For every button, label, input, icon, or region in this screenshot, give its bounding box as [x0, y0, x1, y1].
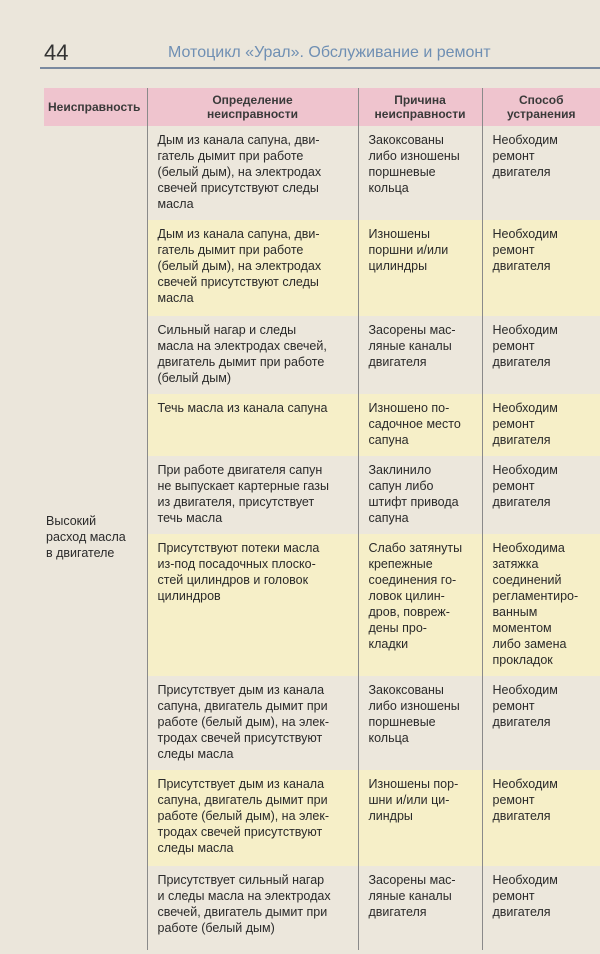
column-header-remedy: Способ устранения [482, 88, 600, 126]
cause-cell: Изношены поршни и/или цилиндры [358, 220, 482, 316]
fault-cell: Высокий расход масла в двигателе [44, 126, 147, 950]
troubleshooting-table [44, 88, 600, 950]
remedy-cell: Необходим ремонт двигателя [482, 220, 600, 316]
remedy-cell: Необходим ремонт двигателя [482, 456, 600, 534]
cause-cell: Изношены пор- шни и/или ци- линдры [358, 770, 482, 866]
running-title: Мотоцикл «Урал». Обслуживание и ремонт [168, 44, 491, 61]
column-header-symptom: Определение неисправности [147, 88, 358, 126]
symptom-cell: При работе двигателя сапун не выпускает картерные газы из двигателя, присутствует течь масла [147, 456, 358, 534]
column-header-fault: Неисправность [44, 88, 147, 126]
table-row [44, 126, 600, 220]
symptom-cell: Присутствуют потеки масла из-под посадочных плоско- стей цилиндров и головок цилиндров [147, 534, 358, 676]
cause-cell: Засорены мас- ляные каналы двигателя [358, 866, 482, 950]
remedy-cell: Необходим ремонт двигателя [482, 770, 600, 866]
symptom-cell: Присутствует дым из канала сапуна, двигатель дымит при работе (белый дым), на элек- тродах свечей присутствуют следы масла [147, 770, 358, 866]
remedy-cell: Необходим ремонт двигателя [482, 394, 600, 456]
remedy-cell: Необходим ремонт двигателя [482, 126, 600, 220]
remedy-cell: Необходим ремонт двигателя [482, 676, 600, 770]
cause-cell: Засорены мас- ляные каналы двигателя [358, 316, 482, 394]
symptom-cell: Дым из канала сапуна, дви- гатель дымит при работе (белый дым), на электродах свечей присутствуют следы масла [147, 220, 358, 316]
cause-cell: Заклинило сапун либо штифт привода сапуна [358, 456, 482, 534]
symptom-cell: Дым из канала сапуна, дви- гатель дымит при работе (белый дым), на электродах свечей присутствуют следы масла [147, 126, 358, 220]
header-rule [40, 67, 600, 69]
cause-cell: Закоксованы либо изношены поршневые кольца [358, 126, 482, 220]
cause-cell: Изношено по- садочное место сапуна [358, 394, 482, 456]
remedy-cell: Необходима затяжка соединений регламентиро- ванным моментом либо замена прокладок [482, 534, 600, 676]
remedy-cell: Необходим ремонт двигателя [482, 316, 600, 394]
column-header-cause: Причина неисправности [358, 88, 482, 126]
symptom-cell: Присутствует сильный нагар и следы масла на электродах свечей, двигатель дымит при работе (белый дым) [147, 866, 358, 950]
remedy-cell: Необходим ремонт двигателя [482, 866, 600, 950]
table-header-row [44, 88, 600, 126]
cause-cell: Слабо затянуты крепежные соединения го- ловок цилин- дров, повреж- дены про- кладки [358, 534, 482, 676]
symptom-cell: Присутствует дым из канала сапуна, двигатель дымит при работе (белый дым), на элек- тродах свечей присутствуют следы масла [147, 676, 358, 770]
page-number: 44 [44, 40, 69, 65]
symptom-cell: Течь масла из канала сапуна [147, 394, 358, 456]
cause-cell: Закоксованы либо изношены поршневые кольца [358, 676, 482, 770]
symptom-cell: Сильный нагар и следы масла на электродах свечей, двигатель дымит при работе (белый дым) [147, 316, 358, 394]
